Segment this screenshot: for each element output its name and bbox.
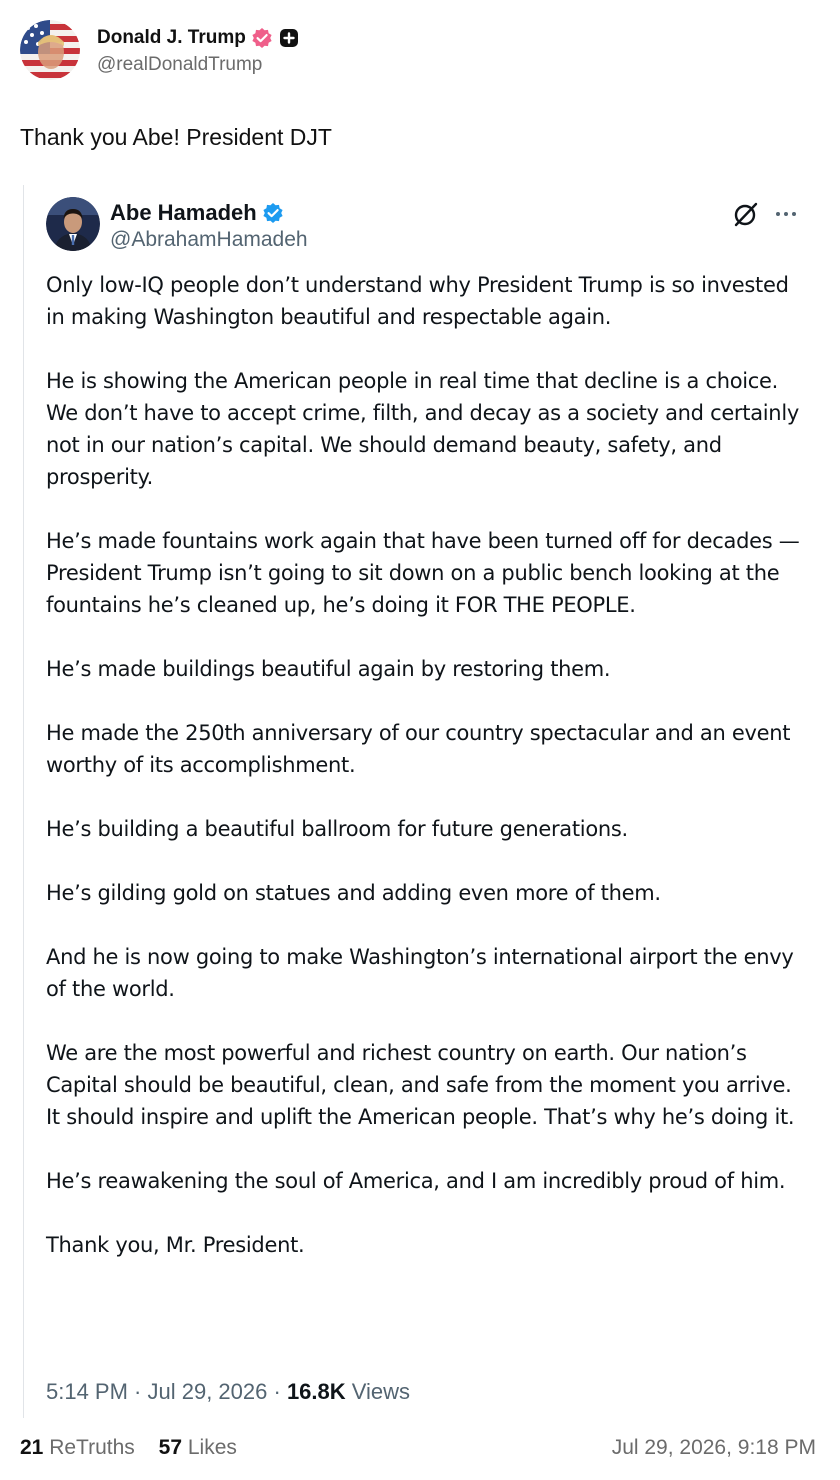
quote-paragraph: Only low-IQ people don’t understand why President Trump is so invested in making Washington beautiful and respectable again.: [46, 273, 789, 329]
grok-icon[interactable]: [732, 200, 760, 228]
footer-separator: ·: [127, 1379, 148, 1404]
quote-paragraph: He’s building a beautiful ballroom for future generations.: [46, 817, 628, 841]
quote-paragraph: He’s gilding gold on statues and adding even more of them.: [46, 881, 661, 905]
quote-paragraph: Thank you, Mr. President.: [46, 1233, 305, 1257]
post-author: [20, 20, 300, 80]
likes-stat[interactable]: [159, 1436, 237, 1459]
verified-pink-badge-icon: [251, 27, 273, 49]
views-label: Views: [345, 1379, 411, 1404]
post-text: Thank you Abe! President DJT: [20, 124, 332, 150]
quoted-post[interactable]: [23, 185, 814, 1418]
plus-badge-icon: [278, 27, 300, 49]
retruths-stat[interactable]: [20, 1436, 135, 1459]
quote-paragraph: He’s made fountains work again that have been turned off for decades — President Trump isn’t going to sit down on a public bench looking at the fountains he’s cleaned up, he’s doing it FOR THE PEOPLE.: [46, 529, 800, 617]
post-stats-bar: [20, 1434, 816, 1462]
quote-paragraph: He made the 250th anniversary of our country spectacular and an event worthy of its accomplishment.: [46, 721, 791, 777]
post-timestamp[interactable]: Jul 29, 2026, 9:18 PM: [611, 1436, 816, 1459]
author-handle[interactable]: @realDonaldTrump: [97, 54, 263, 75]
more-icon[interactable]: [774, 202, 798, 226]
quote-paragraph: He’s made buildings beautiful again by restoring them.: [46, 657, 611, 681]
retruths-count: 21: [20, 1436, 44, 1459]
quote-paragraph: We are the most powerful and richest country on earth. Our nation’s Capital should be beautiful, clean, and safe from the moment you arrive. It should inspire and uplift the American people. That’s why he’s doing it.: [46, 1041, 795, 1129]
quote-author-avatar[interactable]: [46, 197, 100, 251]
quote-paragraph: And he is now going to make Washington’s international airport the envy of the world.: [46, 945, 794, 1001]
likes-count: 57: [158, 1436, 182, 1459]
views-count: 16.8K: [286, 1379, 346, 1404]
quote-tools: [732, 200, 798, 228]
post-stats: [20, 1436, 255, 1460]
quote-author-name[interactable]: Abe Hamadeh: [110, 200, 257, 225]
quote-date[interactable]: Jul 29, 2026: [147, 1379, 268, 1404]
quote-footer: [46, 1379, 410, 1405]
quote-body: [46, 269, 801, 1293]
author-name[interactable]: Donald J. Trump: [97, 27, 246, 48]
footer-separator: ·: [267, 1379, 287, 1404]
quote-author-handle[interactable]: @AbrahamHamadeh: [110, 228, 308, 251]
quote-time[interactable]: 5:14 PM: [46, 1379, 128, 1404]
retruths-label: ReTruths: [49, 1436, 135, 1459]
quote-paragraph: He’s reawakening the soul of America, and I am incredibly proud of him.: [46, 1169, 786, 1193]
author-avatar[interactable]: [20, 20, 80, 80]
quote-author: [46, 197, 308, 252]
likes-label: Likes: [187, 1436, 237, 1459]
verified-blue-check-icon: [262, 202, 284, 224]
quote-paragraph: He is showing the American people in real time that decline is a choice. We don’t have to accept crime, filth, and decay as a society and certainly not in our nation’s capital. We should demand beauty, safety, and prosperity.: [46, 369, 799, 489]
